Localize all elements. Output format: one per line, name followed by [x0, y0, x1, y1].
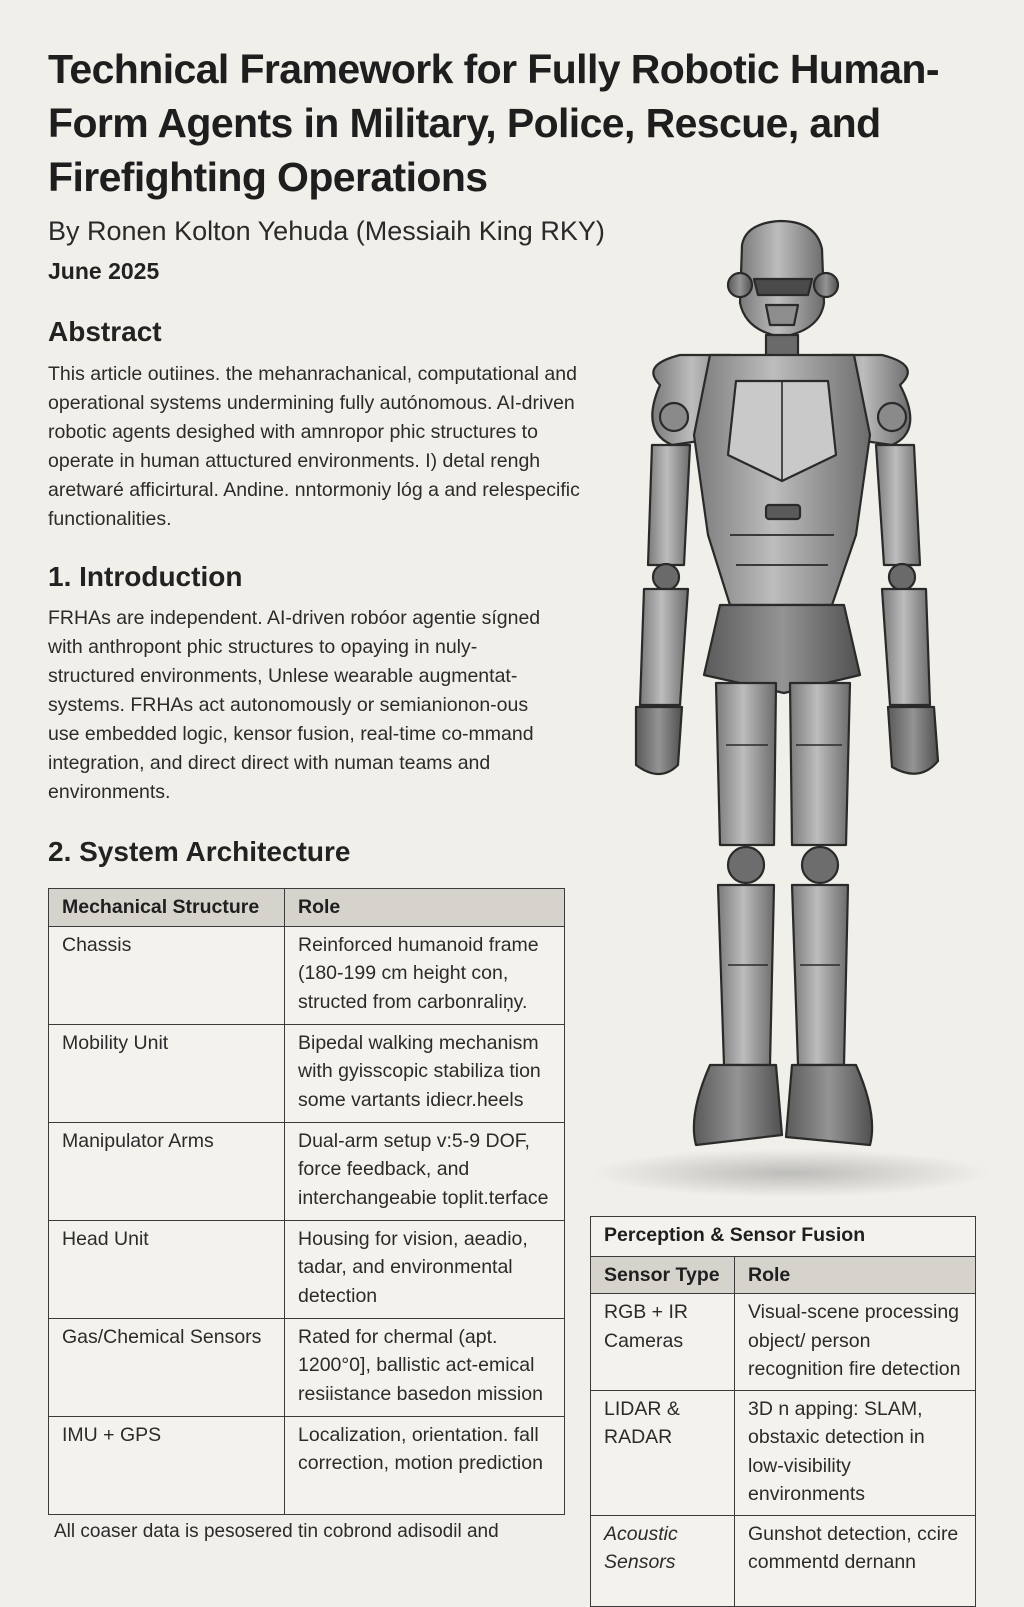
introduction-heading: 1. Introduction: [48, 561, 243, 592]
component-cell: Manipulator Arms: [49, 1122, 285, 1220]
table-row: [49, 1416, 565, 1514]
table-row: [49, 1318, 565, 1416]
role-cell: 3D n apping: SLAM, obstaxic detection in low-visibility environments: [735, 1390, 976, 1515]
column-header: Role: [735, 1256, 976, 1294]
author-byline: By Ronen Kolton Yehuda (Messiaih King RKY): [48, 216, 605, 246]
component-cell: IMU + GPS: [49, 1416, 285, 1514]
sensor-cell: LIDAR & RADAR: [591, 1390, 735, 1515]
role-cell: Visual-scene processing object/ person recognition fire detection: [735, 1294, 976, 1391]
component-cell: Chassis: [49, 926, 285, 1024]
abstract-text: This article outiines. the mehanrachanical, computational and operational systems undermining fully autónomous. AI-driven robotic agents desighed with amnropor phic structures to operate in human attuctured environments. I) detal rengh aretwaré afficirtural. Andine. nntormoniy lóg a and relespecific functionalities.: [48, 363, 580, 530]
abstract-heading: Abstract: [48, 316, 162, 347]
role-cell: Housing for vision, aeadio, tadar, and environmental detection: [285, 1220, 565, 1318]
table-title: Perception & Sensor Fusion: [591, 1217, 976, 1257]
component-cell: Gas/Chemical Sensors: [49, 1318, 285, 1416]
role-cell: Dual-arm setup v:5-9 DOF, force feedback, and interchangeabie toplit.terface: [285, 1122, 565, 1220]
role-cell: Bipedal walking mechanism with gyisscopic stabiliza tion some vartants idiecr.heels: [285, 1024, 565, 1122]
paper-title: Technical Framework for Fully Robotic Human-Form Agents in Military, Police, Rescue, and Firefighting Operations: [48, 46, 939, 200]
introduction-text: FRHAs are independent. AI-driven robóor agentie sígned with anthropont phic structures to opaying in nuly-structured environments, Unlese wearable augmentat-systems. FRHAs act autonomously or semianionon-ous use embedded logic, kensor fusion, real-time co-mmand integration, and direct direct with numan teams and environments.: [48, 607, 541, 803]
table-row: [591, 1294, 976, 1391]
sensor-cell: Acoustic Sensors: [591, 1515, 735, 1606]
column-header: Role: [285, 889, 565, 927]
table-row: [49, 1220, 565, 1318]
continuation-text: All coaser data is pesosered tin cobrond adisodil and: [54, 1521, 499, 1542]
role-cell: Rated for chermal (apt. 1200°0], ballistic act-emical resiistance basedon mission: [285, 1318, 565, 1416]
sensor-cell: RGB + IR Cameras: [591, 1294, 735, 1391]
table-row: [591, 1515, 976, 1606]
role-cell: Localization, orientation. fall correction, motion prediction: [285, 1416, 565, 1514]
publication-date: June 2025: [48, 258, 160, 284]
perception-sensor-table: [590, 1216, 976, 1607]
table-row: [49, 1122, 565, 1220]
table-row: [591, 1390, 976, 1515]
role-cell: Reinforced humanoid frame (180-199 cm height con, structed from carbonraliņy.: [285, 926, 565, 1024]
role-cell: Gunshot detection, ccire commentd dernann: [735, 1515, 976, 1606]
component-cell: Mobility Unit: [49, 1024, 285, 1122]
humanoid-robot-illustration: [570, 205, 1010, 1205]
system-architecture-heading: 2. System Architecture: [48, 836, 351, 867]
system-architecture-table: [48, 888, 565, 1515]
component-cell: Head Unit: [49, 1220, 285, 1318]
column-header: Mechanical Structure: [49, 889, 285, 927]
column-header: Sensor Type: [591, 1256, 735, 1294]
table-row: [49, 926, 565, 1024]
table-row: [49, 1024, 565, 1122]
